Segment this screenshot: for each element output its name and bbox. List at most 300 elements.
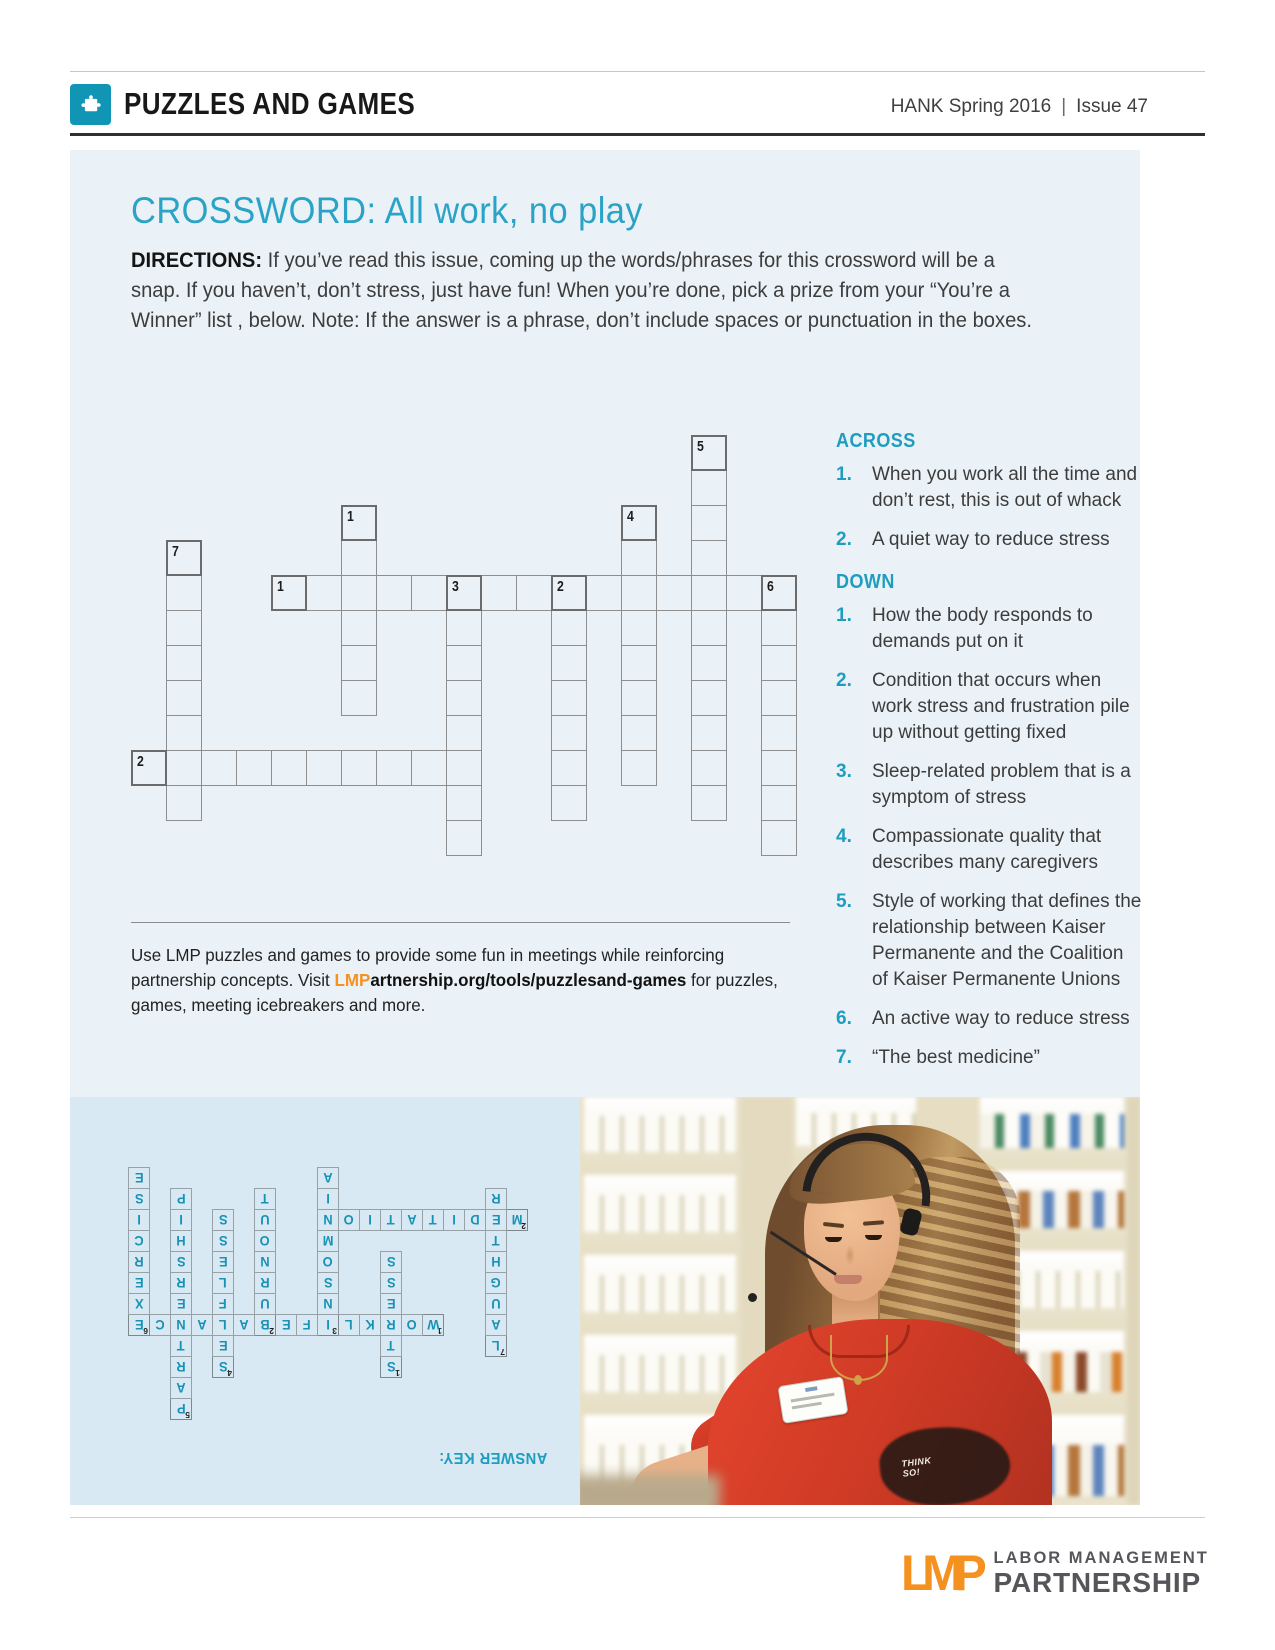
grid-cell: [341, 750, 377, 786]
nose: [845, 1245, 855, 1265]
answer-cell: [317, 1251, 339, 1273]
answer-cell: [485, 1293, 507, 1315]
grid-cell: [726, 575, 762, 611]
cell-number: 6: [767, 578, 774, 595]
answer-letter: E: [281, 1317, 291, 1333]
answer-cell: [212, 1293, 234, 1315]
answer-letter: M: [322, 1233, 334, 1249]
answer-letter: P: [176, 1191, 186, 1207]
grid-cell: [236, 750, 272, 786]
clue-number: 3.: [836, 761, 852, 782]
grid-cell: [166, 785, 202, 821]
answer-letter: R: [491, 1191, 501, 1207]
answer-cell: [506, 1209, 528, 1231]
answer-letter: P: [176, 1401, 186, 1417]
answer-letter: S: [323, 1275, 333, 1291]
answer-letter: E: [386, 1296, 396, 1312]
answer-letter: W: [426, 1317, 440, 1333]
cell-number: 4: [627, 508, 634, 525]
answer-letter: A: [176, 1380, 186, 1396]
answer-cell: [317, 1230, 339, 1252]
answer-cell: [485, 1272, 507, 1294]
clue-item: [836, 527, 1144, 553]
grid-cell: [761, 645, 797, 681]
answer-letter: I: [326, 1317, 330, 1333]
cell-number: 7: [500, 1347, 505, 1357]
footnote-rule: [131, 922, 790, 923]
answer-letter: K: [365, 1317, 375, 1333]
answer-cell: [317, 1167, 339, 1189]
answer-letter: C: [134, 1233, 144, 1249]
answer-letter: G: [490, 1275, 502, 1291]
answer-cell: [128, 1188, 150, 1210]
across-heading: ACROSS: [836, 430, 916, 452]
answer-cell: [212, 1251, 234, 1273]
grid-cell: [691, 505, 727, 541]
directions-label: DIRECTIONS:: [131, 249, 263, 272]
clue-text: Style of working that defines the relationship between Kaiser Permanente and the Coalition of Kaiser Permanente Unions: [872, 891, 1142, 990]
grid-cell: [341, 645, 377, 681]
grid-cell: [691, 715, 727, 751]
grid-cell: [446, 645, 482, 681]
answer-letter: R: [176, 1359, 186, 1375]
grid-cell: [166, 610, 202, 646]
clues-panel: [836, 430, 1144, 1084]
answer-letter: U: [491, 1296, 501, 1312]
clue-number: 1.: [836, 464, 852, 485]
answer-cell: [170, 1293, 192, 1315]
grid-cell: [341, 540, 377, 576]
clue-number: 7.: [836, 1047, 852, 1068]
down-clue-list: [836, 603, 1144, 1071]
directions-paragraph: [131, 246, 1038, 336]
answer-letter: N: [260, 1254, 270, 1270]
answer-cell: [275, 1314, 297, 1336]
answer-letter: T: [387, 1212, 395, 1228]
grid-cell: [481, 575, 517, 611]
crossword-grid: [131, 435, 797, 856]
grid-cell: [761, 785, 797, 821]
answer-cell: [485, 1209, 507, 1231]
grid-cell: [761, 575, 797, 611]
cell-number: 6: [143, 1326, 148, 1336]
foreground-blur: [580, 1475, 720, 1505]
clue-text: When you work all the time and don’t rest, this is out of whack: [872, 464, 1138, 511]
answer-letter: E: [134, 1170, 144, 1186]
answer-cell: [128, 1293, 150, 1315]
answer-cell: [170, 1314, 192, 1336]
answer-letter: N: [323, 1212, 333, 1228]
answer-cell: [254, 1272, 276, 1294]
answer-letter: O: [343, 1212, 355, 1228]
lmp-logo-text: [994, 1549, 1209, 1597]
answer-letter: A: [491, 1317, 501, 1333]
grid-cell: [446, 785, 482, 821]
answer-letter: S: [218, 1212, 228, 1228]
grid-cell: [621, 540, 657, 576]
grid-cell: [166, 540, 202, 576]
grid-cell: [446, 575, 482, 611]
cell-number: 3: [332, 1326, 337, 1336]
grid-cell: [761, 820, 797, 856]
answer-cell: [485, 1314, 507, 1336]
answer-letter: L: [492, 1338, 500, 1354]
answer-letter: C: [155, 1317, 165, 1333]
answer-cell: [317, 1314, 339, 1336]
clue-item: [836, 824, 1144, 876]
cell-number: 1: [277, 578, 284, 595]
answer-letter: E: [134, 1317, 144, 1333]
answer-cell: [380, 1209, 402, 1231]
answer-cell: [401, 1314, 423, 1336]
answer-letter: H: [176, 1233, 186, 1249]
grid-cell: [761, 680, 797, 716]
answer-letter: F: [303, 1317, 311, 1333]
answer-letter: I: [368, 1212, 372, 1228]
clue-item: [836, 759, 1144, 811]
grid-cell: [691, 575, 727, 611]
answer-letter: L: [219, 1275, 227, 1291]
grid-cell: [411, 575, 447, 611]
grid-cell: [586, 575, 622, 611]
grid-cell: [446, 715, 482, 751]
cell-number: 7: [172, 543, 179, 560]
answer-cell: [170, 1335, 192, 1357]
grid-cell: [691, 750, 727, 786]
grid-cell: [131, 750, 167, 786]
answer-cell: [254, 1188, 276, 1210]
pharmacist-photo: [580, 1097, 1140, 1505]
answer-letter: E: [176, 1296, 186, 1312]
clue-number: 2.: [836, 529, 852, 550]
answer-letter: S: [386, 1275, 396, 1291]
answer-cell: [380, 1356, 402, 1378]
grid-cell: [341, 505, 377, 541]
answer-cell: [443, 1209, 465, 1231]
grid-cell: [551, 680, 587, 716]
grid-cell: [551, 715, 587, 751]
answer-letter: E: [491, 1212, 501, 1228]
grid-cell: [691, 680, 727, 716]
grid-cell: [376, 575, 412, 611]
answer-letter: S: [218, 1233, 228, 1249]
necklace-pendant: [854, 1375, 862, 1385]
answer-letter: E: [218, 1254, 228, 1270]
footer-rule: [70, 1517, 1205, 1518]
lmp-logo-mark: LMP: [901, 1545, 978, 1601]
clue-item: [836, 668, 1144, 746]
answer-cell: [128, 1251, 150, 1273]
grid-cell: [166, 715, 202, 751]
answer-cell: [422, 1314, 444, 1336]
answer-cell: [254, 1314, 276, 1336]
answer-cell: [338, 1314, 360, 1336]
clue-number: 2.: [836, 670, 852, 691]
answer-letter: F: [219, 1296, 227, 1312]
footnote: [131, 943, 783, 1018]
lmp-logo-line2: PARTNERSHIP: [993, 1567, 1201, 1598]
grid-cell: [691, 540, 727, 576]
answer-cell: [170, 1398, 192, 1420]
cell-number: 1: [437, 1326, 442, 1336]
answer-cell: [170, 1188, 192, 1210]
answer-letter: S: [134, 1191, 144, 1207]
grid-cell: [691, 785, 727, 821]
answer-letter: T: [429, 1212, 437, 1228]
answer-cell: [170, 1356, 192, 1378]
cell-number: 2: [521, 1221, 526, 1231]
grid-cell: [551, 575, 587, 611]
grid-cell: [621, 715, 657, 751]
lmp-logo: [901, 1545, 1209, 1601]
grid-cell: [691, 610, 727, 646]
grid-cell: [551, 750, 587, 786]
header-rule: [70, 133, 1205, 136]
grid-cell: [656, 575, 692, 611]
answer-cell: [401, 1209, 423, 1231]
clue-text: An active way to reduce stress: [872, 1008, 1130, 1029]
grid-cell: [516, 575, 552, 611]
answer-cell: [212, 1335, 234, 1357]
answer-letter: T: [492, 1233, 500, 1249]
answer-letter: T: [177, 1338, 185, 1354]
down-heading: DOWN: [836, 571, 895, 593]
cell-number: 5: [185, 1410, 190, 1420]
answer-letter: I: [452, 1212, 456, 1228]
answer-key-label: ANSWER KEY:: [438, 1449, 548, 1466]
answer-cell: [485, 1188, 507, 1210]
answer-cell: [380, 1314, 402, 1336]
answer-cell: [422, 1209, 444, 1231]
answer-cell: [485, 1335, 507, 1357]
answer-letter: I: [179, 1212, 183, 1228]
clue-text: Sleep-related problem that is a symptom of stress: [872, 761, 1131, 808]
footnote-url: artnership.org/tools/puzzlesand-games: [370, 970, 687, 990]
grid-cell: [621, 645, 657, 681]
answer-cell: [128, 1209, 150, 1231]
answer-cell: [212, 1314, 234, 1336]
answer-cell: [380, 1293, 402, 1315]
answer-letter: A: [239, 1317, 249, 1333]
answer-letter: E: [218, 1338, 228, 1354]
answer-cell: [338, 1209, 360, 1231]
cell-number: 1: [347, 508, 354, 525]
grid-cell: [621, 610, 657, 646]
across-clue-list: [836, 462, 1144, 553]
clue-text: Compassionate quality that describes many caregivers: [872, 826, 1102, 873]
clue-item: [836, 1045, 1144, 1071]
directions-text: If you’ve read this issue, coming up the words/phrases for this crossword will be a snap. If you haven’t, don’t stress, just have fun! When you’re done, pick a prize from your “You’re a Winner” list , below. Note: If the answer is a phrase, don’t include spaces or punctuation in the boxes.: [131, 249, 1032, 332]
grid-cell: [691, 470, 727, 506]
clue-item: [836, 889, 1144, 993]
grid-cell: [761, 610, 797, 646]
answer-cell: [128, 1230, 150, 1252]
cell-number: 1: [395, 1368, 400, 1378]
clue-number: 4.: [836, 826, 852, 847]
puzzle-piece-glyph: [77, 91, 104, 118]
answer-letter: T: [387, 1338, 395, 1354]
answer-letter: E: [134, 1275, 144, 1291]
cell-number: 5: [697, 438, 704, 455]
grid-cell: [341, 575, 377, 611]
answer-cell: [170, 1377, 192, 1399]
grid-cell: [306, 750, 342, 786]
cell-number: 4: [227, 1368, 232, 1378]
answer-cell: [212, 1209, 234, 1231]
answer-letter: L: [345, 1317, 353, 1333]
answer-letter: S: [386, 1359, 396, 1375]
crossword-title: CROSSWORD: All work, no play: [131, 190, 644, 231]
answer-cell: [485, 1230, 507, 1252]
clue-number: 1.: [836, 605, 852, 626]
clue-item: [836, 603, 1144, 655]
grid-cell: [201, 750, 237, 786]
answer-cell: [212, 1230, 234, 1252]
grid-cell: [446, 610, 482, 646]
answer-cell: [212, 1356, 234, 1378]
answer-cell: [170, 1251, 192, 1273]
answer-letter: S: [176, 1254, 186, 1270]
eye: [865, 1235, 882, 1240]
answer-cell: [170, 1209, 192, 1231]
grid-cell: [761, 715, 797, 751]
cell-number: 3: [452, 578, 459, 595]
answer-letter: R: [134, 1254, 144, 1270]
answer-letter: N: [323, 1296, 333, 1312]
footnote-text-2: for puzzles, games, meeting icebreakers and more.: [131, 970, 778, 1015]
answer-cell: [317, 1272, 339, 1294]
grid-cell: [271, 575, 307, 611]
top-rule: [70, 71, 1205, 72]
answer-cell: [170, 1230, 192, 1252]
answer-cell: [128, 1272, 150, 1294]
clue-text: How the body responds to demands put on it: [872, 605, 1093, 652]
answer-letter: B: [260, 1317, 270, 1333]
grid-cell: [691, 435, 727, 471]
clue-item: [836, 462, 1144, 514]
cell-number: 2: [557, 578, 564, 595]
answer-letter: H: [491, 1254, 501, 1270]
answer-cell: [254, 1230, 276, 1252]
issue-name: HANK Spring 2016: [890, 96, 1052, 117]
necklace: [830, 1335, 888, 1381]
cell-number: 2: [137, 753, 144, 770]
answer-cell: [296, 1314, 318, 1336]
clue-text: A quiet way to reduce stress: [872, 529, 1110, 550]
answer-cell: [359, 1314, 381, 1336]
answer-cell: [317, 1209, 339, 1231]
clue-number: 6.: [836, 1008, 852, 1029]
answer-letter: A: [197, 1317, 207, 1333]
answer-letter: D: [470, 1212, 480, 1228]
answer-letter: U: [260, 1296, 270, 1312]
answer-cell: [380, 1272, 402, 1294]
answer-letter: T: [261, 1191, 269, 1207]
grid-cell: [691, 645, 727, 681]
grid-cell: [446, 680, 482, 716]
lmp-logo-line1: LABOR MANAGEMENT: [993, 1549, 1209, 1567]
answer-letter: O: [259, 1233, 271, 1249]
grid-cell: [551, 610, 587, 646]
answer-letter: S: [386, 1254, 396, 1270]
answer-cell: [254, 1209, 276, 1231]
grid-cell: [166, 680, 202, 716]
answer-key-grid: [128, 1167, 528, 1420]
answer-cell: [380, 1251, 402, 1273]
lips: [834, 1275, 862, 1284]
grid-cell: [446, 750, 482, 786]
answer-cell: [254, 1251, 276, 1273]
answer-letter: M: [511, 1212, 523, 1228]
answer-cell: [317, 1293, 339, 1315]
answer-cell: [128, 1167, 150, 1189]
answer-cell: [191, 1314, 213, 1336]
grid-cell: [341, 610, 377, 646]
answer-cell: [128, 1314, 150, 1336]
grid-cell: [621, 575, 657, 611]
answer-cell: [464, 1209, 486, 1231]
shirt-text: THINK SO!: [900, 1455, 932, 1479]
answer-letter: R: [386, 1317, 396, 1333]
grid-cell: [446, 820, 482, 856]
grid-cell: [376, 750, 412, 786]
answer-cell: [317, 1188, 339, 1210]
lmp-brand-text: LMP: [334, 970, 371, 990]
answer-letter: N: [176, 1317, 186, 1333]
footnote-text-1: Use LMP puzzles and games to provide some fun in meetings while reinforcing partnership concepts. Visit: [131, 945, 725, 990]
grid-cell: [621, 750, 657, 786]
clue-number: 5.: [836, 891, 852, 912]
grid-cell: [166, 645, 202, 681]
grid-cell: [306, 575, 342, 611]
section-title: PUZZLES AND GAMES: [124, 86, 416, 121]
eye: [825, 1237, 842, 1242]
cell-number: 2: [269, 1326, 274, 1336]
issue-separator: |: [1061, 96, 1067, 117]
answer-letter: U: [260, 1212, 270, 1228]
answer-letter: A: [323, 1170, 333, 1186]
answer-cell: [254, 1293, 276, 1315]
answer-cell: [170, 1272, 192, 1294]
answer-letter: I: [137, 1212, 141, 1228]
grid-cell: [341, 680, 377, 716]
issue-number: Issue 47: [1076, 96, 1148, 117]
grid-cell: [551, 785, 587, 821]
answer-cell: [233, 1314, 255, 1336]
answer-letter: S: [218, 1359, 228, 1375]
grid-cell: [166, 750, 202, 786]
answer-letter: R: [260, 1275, 270, 1291]
answer-letter: O: [406, 1317, 418, 1333]
grid-cell: [761, 750, 797, 786]
grid-cell: [166, 575, 202, 611]
answer-letter: I: [326, 1191, 330, 1207]
answer-cell: [359, 1209, 381, 1231]
answer-letter: L: [219, 1317, 227, 1333]
grid-cell: [271, 750, 307, 786]
answer-cell: [380, 1335, 402, 1357]
grid-cell: [621, 680, 657, 716]
clue-text: Condition that occurs when work stress and frustration pile up without getting fixed: [872, 670, 1130, 743]
grid-cell: [551, 645, 587, 681]
answer-cell: [212, 1272, 234, 1294]
answer-cell: [485, 1251, 507, 1273]
headset-mic-tip: [748, 1293, 757, 1302]
clue-text: “The best medicine”: [872, 1047, 1040, 1068]
grid-cell: [411, 750, 447, 786]
issue-info: [891, 96, 1148, 118]
answer-cell: [149, 1314, 171, 1336]
